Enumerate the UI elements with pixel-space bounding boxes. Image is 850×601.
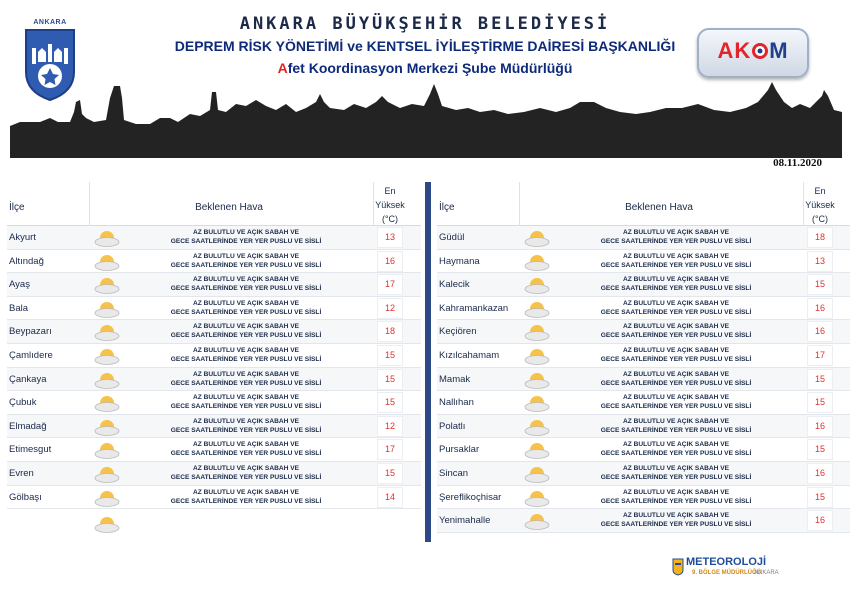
max-temperature: 15 — [377, 392, 403, 413]
max-temperature: 16 — [807, 321, 833, 342]
sun-behind-cloud-icon — [523, 512, 551, 530]
weather-description-line1: AZ BULUTLU VE AÇIK SABAH VE — [623, 441, 729, 449]
district-name: Haymana — [439, 255, 480, 267]
weather-description-line2: GECE SAATLERİNDE YER YER PUSLU VE SİSLİ — [170, 261, 322, 269]
sun-behind-cloud-icon — [93, 489, 121, 507]
column-header-max-temp — [375, 184, 405, 226]
table-row — [7, 391, 421, 415]
table-body — [7, 226, 421, 509]
table-row — [7, 438, 421, 462]
sun-behind-cloud-icon — [523, 229, 551, 247]
max-temperature: 15 — [807, 392, 833, 413]
weather-description — [557, 488, 795, 506]
max-temperature: 15 — [377, 369, 403, 390]
sun-behind-cloud-icon — [93, 418, 121, 436]
weather-description-line2: GECE SAATLERİNDE YER YER PUSLU VE SİSLİ — [600, 403, 752, 411]
sun-behind-cloud-icon — [523, 347, 551, 365]
sun-behind-cloud-icon — [93, 323, 121, 341]
forecast-table-left — [7, 182, 421, 509]
akom-emblem-icon — [751, 42, 769, 60]
weather-description — [127, 322, 365, 340]
district-name: Kalecik — [439, 279, 470, 291]
weather-description-line2: GECE SAATLERİNDE YER YER PUSLU VE SİSLİ — [600, 379, 752, 387]
max-temperature: 18 — [807, 227, 833, 248]
table-row — [7, 486, 421, 510]
weather-description — [557, 275, 795, 293]
max-temp-header-line1: En — [384, 186, 396, 196]
weather-description-line1: AZ BULUTLU VE AÇIK SABAH VE — [193, 488, 299, 496]
column-header-district: İlçe — [439, 202, 455, 213]
weather-description-line2: GECE SAATLERİNDE YER YER PUSLU VE SİSLİ — [600, 497, 752, 505]
meteorology-city: ANKARA — [754, 570, 779, 576]
max-temperature: 17 — [377, 274, 403, 295]
table-row — [7, 368, 421, 392]
table-row — [437, 462, 850, 486]
weather-description — [127, 228, 365, 246]
table-row — [7, 273, 421, 297]
weather-description-line1: AZ BULUTLU VE AÇIK SABAH VE — [623, 370, 729, 378]
column-header-max-temp — [805, 184, 835, 226]
weather-description-line2: GECE SAATLERİNDE YER YER PUSLU VE SİSLİ — [170, 497, 322, 505]
table-row — [7, 320, 421, 344]
max-temperature: 16 — [807, 298, 833, 319]
table-row — [7, 344, 421, 368]
max-temperature: 15 — [377, 345, 403, 366]
weather-description — [557, 417, 795, 435]
department-title: DEPREM RİSK YÖNETİMİ ve KENTSEL İYİLEŞTİRME DAİRESİ BAŞKANLIĞI — [174, 38, 676, 54]
district-name: Çankaya — [9, 373, 47, 385]
weather-description-line2: GECE SAATLERİNDE YER YER PUSLU VE SİSLİ — [600, 238, 752, 245]
meteorology-title: METEOROLOJİ — [686, 556, 767, 568]
max-temperature: 17 — [807, 345, 833, 366]
weather-description-line2: GECE SAATLERİNDE YER YER PUSLU VE SİSLİ — [170, 426, 322, 434]
meteorology-emblem-icon — [672, 558, 684, 576]
district-name: Çubuk — [9, 397, 37, 409]
max-temperature: 16 — [807, 510, 833, 531]
sun-behind-cloud-icon — [93, 253, 121, 271]
district-name: Ayaş — [9, 279, 30, 291]
weather-description-line1: AZ BULUTLU VE AÇIK SABAH VE — [193, 464, 299, 472]
sun-behind-cloud-icon — [93, 347, 121, 365]
sun-behind-cloud-icon — [523, 276, 551, 294]
weather-description-line2: GECE SAATLERİNDE YER YER PUSLU VE SİSLİ — [600, 332, 752, 340]
max-temperature: 16 — [807, 463, 833, 484]
max-temperature: 14 — [377, 487, 403, 508]
weather-description-line2: GECE SAATLERİNDE YER YER PUSLU VE SİSLİ — [600, 450, 752, 458]
weather-description — [557, 228, 795, 246]
weather-description — [127, 488, 365, 506]
district-name: Nallıhan — [439, 397, 474, 409]
weather-description-line1: AZ BULUTLU VE AÇIK SABAH VE — [623, 252, 729, 260]
max-temp-header-line2: Yüksek — [805, 200, 835, 210]
office-title-initial: A — [277, 60, 288, 76]
table-row — [437, 509, 850, 533]
weather-description — [557, 370, 795, 388]
weather-description-line2: GECE SAATLERİNDE YER YER PUSLU VE SİSLİ — [600, 521, 752, 529]
weather-description-line2: GECE SAATLERİNDE YER YER PUSLU VE SİSLİ — [600, 285, 752, 293]
weather-description-line2: GECE SAATLERİNDE YER YER PUSLU VE SİSLİ — [600, 473, 752, 481]
max-temperature: 13 — [377, 227, 403, 248]
weather-description-line1: AZ BULUTLU VE AÇIK SABAH VE — [193, 299, 299, 307]
table-row — [437, 391, 850, 415]
table-header — [7, 182, 421, 226]
district-name: Akyurt — [9, 232, 36, 243]
city-skyline-silhouette — [10, 82, 842, 158]
weather-description — [557, 346, 795, 364]
district-name: Çamlıdere — [9, 349, 53, 361]
weather-description-line2: GECE SAATLERİNDE YER YER PUSLU VE SİSLİ — [600, 261, 752, 269]
district-name: Mamak — [439, 373, 471, 385]
district-name: Bala — [9, 302, 29, 314]
weather-description-line1: AZ BULUTLU VE AÇIK SABAH VE — [623, 346, 729, 354]
district-name: Kızılcahamam — [439, 349, 500, 361]
weather-description-line2: GECE SAATLERİNDE YER YER PUSLU VE SİSLİ — [170, 403, 322, 411]
table-row — [437, 226, 850, 250]
weather-description-line1: AZ BULUTLU VE AÇIK SABAH VE — [193, 441, 299, 449]
district-name: Yenimahalle — [439, 515, 491, 527]
column-header-weather: Beklenen Hava — [195, 202, 263, 213]
logo-label: ANKARA — [33, 19, 67, 26]
table-row — [7, 250, 421, 274]
weather-description-line2: GECE SAATLERİNDE YER YER PUSLU VE SİSLİ — [170, 285, 322, 293]
weather-description-line1: AZ BULUTLU VE AÇIK SABAH VE — [623, 276, 729, 284]
table-row — [437, 368, 850, 392]
weather-description-line2: GECE SAATLERİNDE YER YER PUSLU VE SİSLİ — [600, 308, 752, 316]
sun-behind-cloud-icon — [93, 515, 121, 533]
max-temp-header-line3: (°C) — [811, 214, 829, 224]
table-row — [437, 415, 850, 439]
weather-description-line1: AZ BULUTLU VE AÇIK SABAH VE — [193, 417, 299, 425]
weather-description — [557, 393, 795, 411]
max-temperature: 12 — [377, 298, 403, 319]
table-row — [437, 273, 850, 297]
page-header — [0, 0, 850, 170]
weather-description-line2: GECE SAATLERİNDE YER YER PUSLU VE SİSLİ — [170, 238, 322, 245]
weather-description-line2: GECE SAATLERİNDE YER YER PUSLU VE SİSLİ — [170, 379, 322, 387]
sun-behind-cloud-icon — [523, 323, 551, 341]
meteorology-subtitle: 9. BÖLGE MÜDÜRLÜĞÜ — [692, 570, 761, 576]
weather-description-line1: AZ BULUTLU VE AÇIK SABAH VE — [193, 394, 299, 402]
page-title: ANKARA BÜYÜKŞEHİR BELEDİYESİ — [239, 14, 611, 34]
office-title-rest: fet Koordinasyon Merkezi Şube Müdürlüğü — [287, 60, 573, 76]
weather-description-line1: AZ BULUTLU VE AÇIK SABAH VE — [193, 229, 299, 236]
weather-description — [127, 393, 365, 411]
table-row — [437, 250, 850, 274]
header-separator — [373, 182, 374, 226]
weather-description — [127, 370, 365, 388]
max-temperature: 18 — [377, 321, 403, 342]
max-temperature: 13 — [807, 251, 833, 272]
sun-behind-cloud-icon — [523, 465, 551, 483]
report-date: 08.11.2020 — [773, 157, 822, 169]
akom-badge-left: AK — [717, 38, 752, 63]
sun-behind-cloud-icon — [93, 300, 121, 318]
max-temperature: 17 — [377, 439, 403, 460]
sun-behind-cloud-icon — [523, 418, 551, 436]
weather-description-line1: AZ BULUTLU VE AÇIK SABAH VE — [623, 299, 729, 307]
table-row — [437, 344, 850, 368]
max-temperature: 15 — [807, 487, 833, 508]
sun-behind-cloud-icon — [523, 394, 551, 412]
akom-badge — [697, 28, 809, 78]
sun-behind-cloud-icon — [523, 441, 551, 459]
max-temperature: 12 — [377, 416, 403, 437]
header-separator — [89, 182, 90, 226]
sun-behind-cloud-icon — [523, 489, 551, 507]
office-title — [200, 60, 650, 76]
sun-behind-cloud-icon — [93, 276, 121, 294]
table-row — [7, 226, 421, 250]
district-name: Güdül — [439, 232, 465, 243]
weather-description — [127, 464, 365, 482]
header-separator — [519, 182, 520, 226]
header-separator — [803, 182, 804, 226]
weather-description — [557, 440, 795, 458]
district-name: Altındağ — [9, 255, 44, 267]
sun-behind-cloud-icon — [93, 229, 121, 247]
forecast-table-right — [437, 182, 850, 533]
sun-behind-cloud-icon — [93, 394, 121, 412]
max-temperature: 16 — [377, 251, 403, 272]
max-temperature: 15 — [807, 439, 833, 460]
weather-description-line2: GECE SAATLERİNDE YER YER PUSLU VE SİSLİ — [170, 332, 322, 340]
column-header-district: İlçe — [9, 202, 25, 213]
district-name: Evren — [9, 467, 34, 479]
table-row — [437, 320, 850, 344]
district-name: Keçiören — [439, 326, 477, 338]
table-row — [437, 438, 850, 462]
weather-description — [557, 322, 795, 340]
weather-description — [127, 299, 365, 317]
district-name: Pursaklar — [439, 444, 480, 456]
meteorology-logo — [672, 556, 822, 586]
weather-description — [127, 440, 365, 458]
table-row — [7, 415, 421, 439]
district-name: Şereflikoçhisar — [439, 491, 502, 503]
table-row — [437, 297, 850, 321]
weather-description-line1: AZ BULUTLU VE AÇIK SABAH VE — [623, 394, 729, 402]
sun-behind-cloud-icon — [523, 371, 551, 389]
weather-description — [127, 346, 365, 364]
weather-description-line1: AZ BULUTLU VE AÇIK SABAH VE — [193, 323, 299, 331]
district-name: Beypazarı — [9, 326, 52, 338]
max-temperature: 15 — [377, 463, 403, 484]
sun-behind-cloud-icon — [523, 253, 551, 271]
weather-description-line1: AZ BULUTLU VE AÇIK SABAH VE — [193, 346, 299, 354]
weather-description-line1: AZ BULUTLU VE AÇIK SABAH VE — [193, 370, 299, 378]
weather-description-line2: GECE SAATLERİNDE YER YER PUSLU VE SİSLİ — [600, 426, 752, 434]
max-temperature: 16 — [807, 416, 833, 437]
weather-description — [557, 252, 795, 270]
district-name: Etimesgut — [9, 444, 52, 456]
sun-behind-cloud-icon — [93, 465, 121, 483]
max-temp-header-line2: Yüksek — [375, 200, 405, 210]
weather-description — [557, 299, 795, 317]
weather-description-line2: GECE SAATLERİNDE YER YER PUSLU VE SİSLİ — [170, 473, 322, 481]
weather-description-line2: GECE SAATLERİNDE YER YER PUSLU VE SİSLİ — [170, 308, 322, 316]
table-row — [7, 297, 421, 321]
akom-badge-right: M — [769, 38, 789, 63]
district-name: Elmadağ — [9, 420, 47, 432]
weather-description-line1: AZ BULUTLU VE AÇIK SABAH VE — [623, 464, 729, 472]
weather-description-line1: AZ BULUTLU VE AÇIK SABAH VE — [623, 417, 729, 425]
weather-description-line1: AZ BULUTLU VE AÇIK SABAH VE — [623, 323, 729, 331]
weather-description-line1: AZ BULUTLU VE AÇIK SABAH VE — [193, 276, 299, 284]
weather-description — [127, 252, 365, 270]
weather-description-line1: AZ BULUTLU VE AÇIK SABAH VE — [623, 229, 729, 236]
table-body — [437, 226, 850, 533]
district-name: Sincan — [439, 467, 469, 479]
sun-behind-cloud-icon — [93, 441, 121, 459]
weather-description-line1: AZ BULUTLU VE AÇIK SABAH VE — [623, 488, 729, 496]
column-header-weather: Beklenen Hava — [625, 202, 693, 213]
district-name: Kahramankazan — [439, 302, 509, 314]
sun-behind-cloud-icon — [523, 300, 551, 318]
sun-behind-cloud-icon — [93, 371, 121, 389]
table-row — [437, 486, 850, 510]
max-temperature: 15 — [807, 369, 833, 390]
max-temp-header-line1: En — [814, 186, 826, 196]
weather-description — [557, 464, 795, 482]
max-temp-header-line3: (°C) — [381, 214, 399, 224]
district-name: Gölbaşı — [9, 491, 42, 503]
weather-description — [127, 417, 365, 435]
weather-description — [557, 511, 795, 529]
weather-description-line1: AZ BULUTLU VE AÇIK SABAH VE — [623, 512, 729, 520]
max-temperature: 15 — [807, 274, 833, 295]
table-row — [7, 462, 421, 486]
weather-description-line2: GECE SAATLERİNDE YER YER PUSLU VE SİSLİ — [170, 355, 322, 363]
district-name: Polatlı — [439, 420, 466, 432]
table-divider — [425, 182, 431, 542]
table-header — [437, 182, 850, 226]
weather-description-line1: AZ BULUTLU VE AÇIK SABAH VE — [193, 252, 299, 260]
weather-description — [127, 275, 365, 293]
weather-description-line2: GECE SAATLERİNDE YER YER PUSLU VE SİSLİ — [170, 450, 322, 458]
weather-description-line2: GECE SAATLERİNDE YER YER PUSLU VE SİSLİ — [600, 355, 752, 363]
